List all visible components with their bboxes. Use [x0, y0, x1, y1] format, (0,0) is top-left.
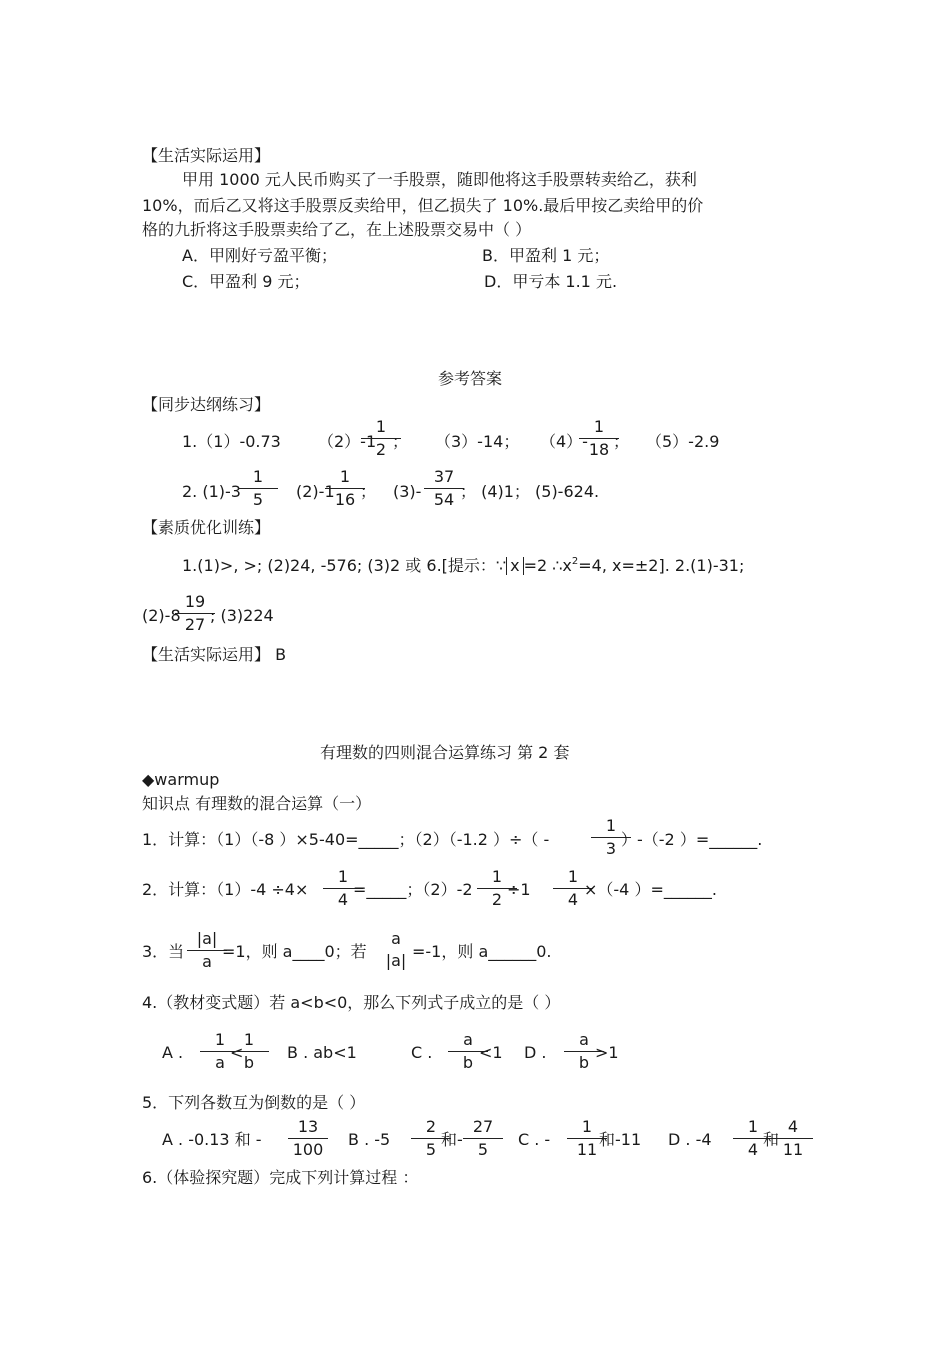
fraction: 1 2 — [477, 868, 517, 909]
sync-1-4-prefix: （4）- — [540, 432, 588, 451]
fraction: a b — [448, 1031, 488, 1072]
less-than: < — [230, 1043, 244, 1062]
sync-1-1: 1.（1）-0.73 — [182, 432, 281, 451]
q5-text: 5．下列各数互为倒数的是（ ） — [142, 1093, 366, 1112]
sync-2-1-prefix: 2. (1)-3 — [182, 482, 241, 501]
section-header-life: 【生活实际运用】 — [142, 146, 271, 165]
q5-option-c-rest: 和-11 — [599, 1130, 642, 1149]
fraction: 1 11 — [567, 1118, 607, 1159]
q4-option-c-label: C . — [411, 1043, 433, 1062]
q3-text-mid: =1，则 a____0；若 — [222, 942, 367, 961]
q3-text-end: =-1，则 a______0. — [412, 942, 552, 961]
quality-2-3: ; (3)224 — [210, 606, 274, 625]
life-option-b: B．甲盈利 1 元； — [482, 246, 610, 265]
sync-semicolon: ； — [360, 482, 377, 501]
sync-1-5: （5）-2.9 — [646, 432, 720, 451]
set2-title: 有理数的四则混合运算练习 第 2 套 — [320, 743, 570, 762]
q3-text: 3．当 — [142, 942, 185, 961]
sync-semicolon: ； — [613, 432, 630, 451]
life-option-c: C．甲盈利 9 元； — [182, 272, 310, 291]
q4-option-b: B . ab<1 — [287, 1043, 357, 1062]
fraction: 1 2 — [361, 418, 401, 459]
sync-2-2-prefix: (2)-1 — [296, 482, 335, 501]
q2-text-end: ×（-4 ）=______. — [584, 880, 717, 899]
q1-text-end: ）-（-2 ）=______. — [621, 830, 763, 849]
q5-option-c-label: C . - — [518, 1130, 551, 1149]
q2-text-mid: =_____；（2）-2 — [353, 880, 473, 899]
fraction: 4 11 — [773, 1118, 813, 1159]
answer-life: 【生活实际运用】 B — [142, 645, 287, 664]
q5-and: 和 — [763, 1130, 780, 1149]
q5-option-a-label: A . -0.13 和 - — [162, 1130, 262, 1149]
fraction: |a| a — [187, 930, 227, 971]
sync-1-2-prefix: （2）-1 — [318, 432, 377, 451]
fraction: 1 a — [200, 1031, 240, 1072]
q4-text: 4.（教材变式题）若 a<b<0，那么下列式子成立的是（ ） — [142, 993, 561, 1012]
fraction: 2 5 — [411, 1118, 451, 1159]
fraction: 1 16 — [325, 468, 365, 509]
quality-2-2-prefix: (2)-8 — [142, 606, 181, 625]
q1-text: 1．计算：（1）（-8 ）×5-40=_____；（2）（-1.2 ）÷（ - — [142, 830, 550, 849]
q2-text: 2．计算：（1）-4 ÷4× — [142, 880, 309, 899]
fraction: 13 100 — [288, 1118, 328, 1159]
q4-option-a-label: A . — [162, 1043, 184, 1062]
fraction: 1 5 — [238, 468, 278, 509]
sync-2-3-prefix: (3)- — [393, 482, 422, 501]
knowledge-point: 知识点 有理数的混合运算（一） — [142, 794, 372, 813]
quality-line-1-part-1: 1.(1)>, >; (2)24, -576; (3)2 或 6.[提示：∵ x =2 $\therefore x^2=4$, x=±2]. 2.(1)-31; — [182, 556, 745, 575]
life-option-a: A．甲刚好亏盈平衡； — [182, 246, 337, 265]
warmup-heading: ◆warmup — [142, 770, 220, 789]
fraction: 19 27 — [175, 593, 215, 634]
section-header-sync: 【同步达纲练习】 — [142, 395, 271, 414]
life-problem-line-1: 甲用 1000 元人民币购买了一手股票，随即他将这手股票转卖给乙，获利 — [182, 170, 697, 189]
q4-option-d-rest: >1 — [595, 1043, 619, 1062]
sync-semicolon: ； — [392, 432, 409, 451]
fraction: 1 4 — [323, 868, 363, 909]
absolute-value: x — [506, 557, 523, 575]
q6-text: 6.（体验探究题）完成下列计算过程 ： — [142, 1168, 419, 1187]
fraction: a |a| — [385, 929, 407, 970]
life-problem-line-3: 格的九折将这手股票卖给了乙，在上述股票交易中（ ） — [142, 220, 532, 239]
section-header-quality: 【素质优化训练】 — [142, 518, 271, 537]
q4-option-d-label: D . — [524, 1043, 547, 1062]
q5-option-d-label: D . -4 — [668, 1130, 712, 1149]
sync-2-rest: ； (4)1； (5)-624. — [460, 482, 600, 501]
life-option-d: D．甲亏本 1.1 元. — [484, 272, 618, 291]
fraction: 1 4 — [733, 1118, 773, 1159]
q5-option-b-label: B . -5 — [348, 1130, 391, 1149]
answers-title: 参考答案 — [438, 369, 503, 388]
q5-and: 和- — [441, 1130, 463, 1149]
fraction: 1 b — [229, 1031, 269, 1072]
fraction: 27 5 — [463, 1118, 503, 1159]
q2-text-mid2: ÷1 — [507, 880, 531, 899]
life-problem-line-2: 10%，而后乙又将这手股票反卖给甲，但乙损失了 10%.最后甲按乙卖给甲的价 — [142, 196, 704, 215]
fraction: 1 18 — [579, 418, 619, 459]
sync-1-3: （3）-14； — [435, 432, 520, 451]
q4-option-c-rest: <1 — [479, 1043, 503, 1062]
fraction: 1 4 — [553, 868, 593, 909]
fraction: 37 54 — [424, 468, 464, 509]
fraction: a b — [564, 1031, 604, 1072]
fraction: 1 3 — [591, 817, 631, 858]
